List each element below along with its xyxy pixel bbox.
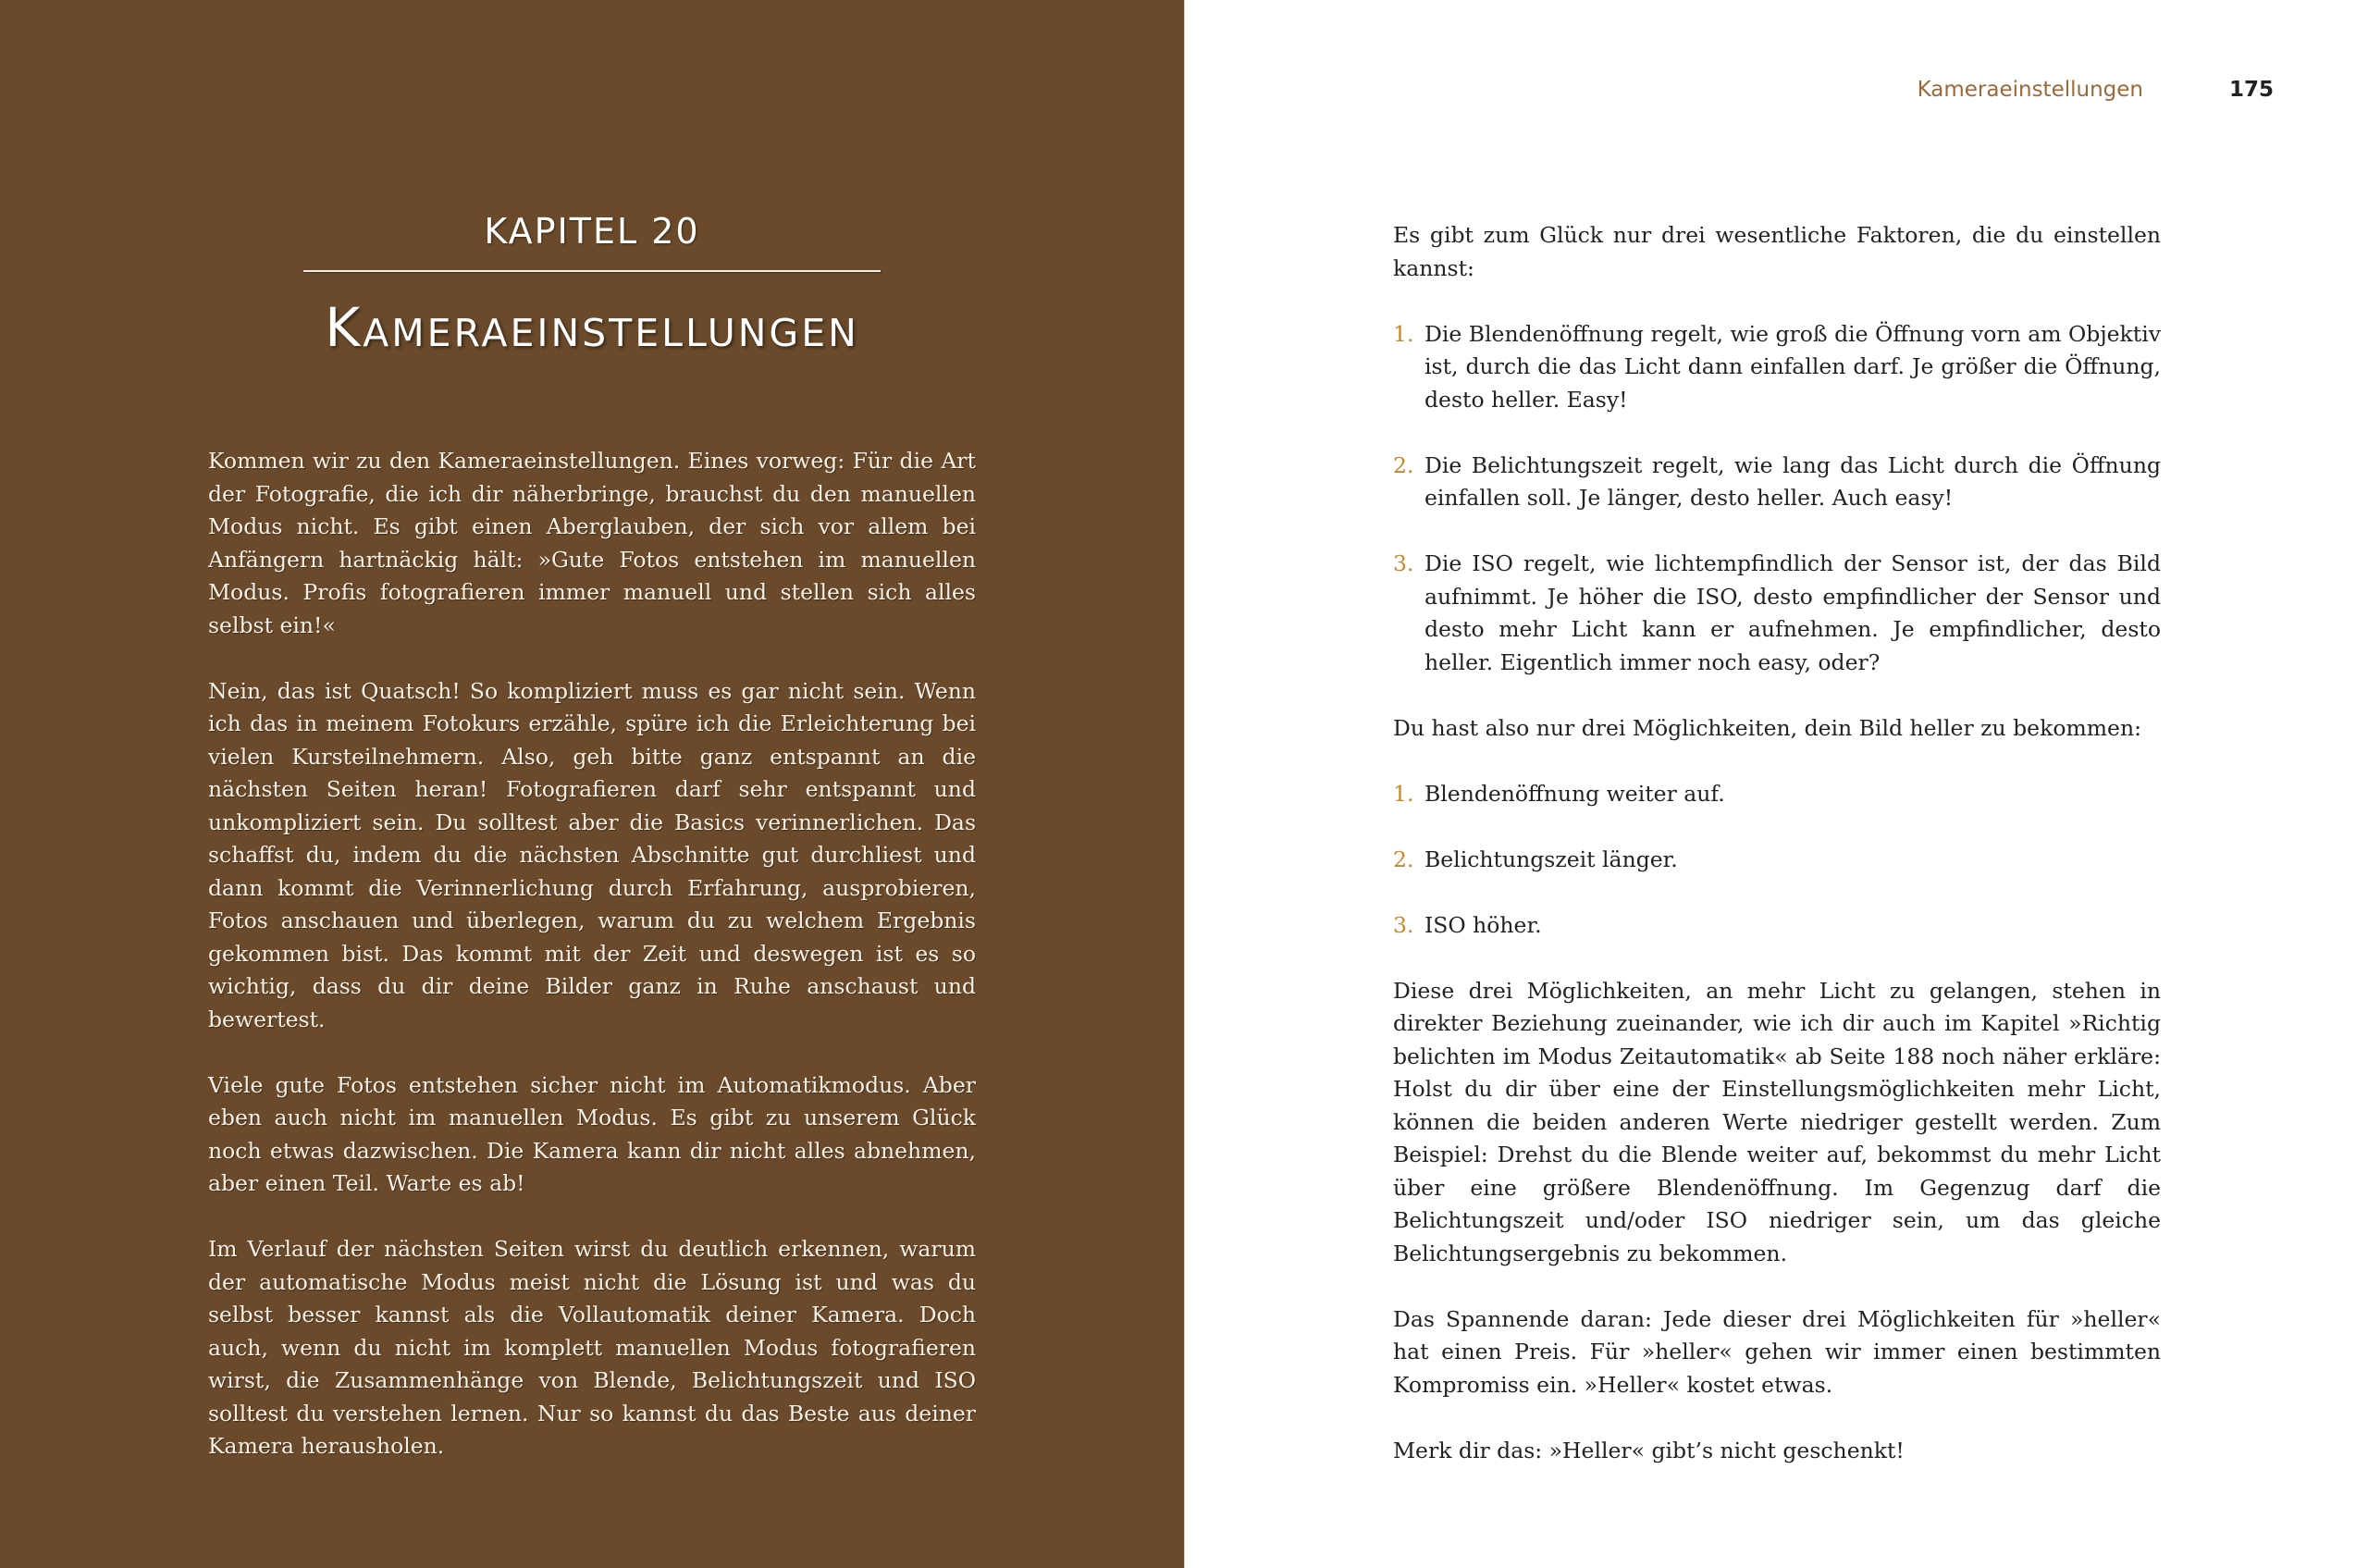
factors-list [1393,318,2161,680]
chapter-divider [303,270,881,272]
running-title: Kameraeinstellungen [1917,78,2143,102]
left-paragraph: Viele gute Fotos entstehen sicher nicht im Automatikmodus. Aber eben auch nicht im manuellen Modus. Es gibt zu unserem Glück noch etwas dazwischen. Die Kamera kann dir nicht alles abnehmen, aber einen Teil. Warte es ab! [208,1071,976,1196]
list-item [1393,909,2161,943]
list-item [1393,778,2161,811]
list-item-text: Die ISO regelt, wie lichtempfindlich der Sensor ist, der das Bild aufnimmt. Je höher die ISO, desto empfindlicher der Sensor und desto mehr Licht kann er aufnehmen. Je empfindlicher, desto heller. Eigentlich immer noch easy, oder? [1424,550,2161,675]
chapter-header [278,205,906,364]
options-intro: Du hast also nur drei Möglichkeiten, dein Bild heller zu bekommen: [1393,714,2142,741]
list-item-text: Die Belichtungszeit regelt, wie lang das Licht durch die Öffnung einfallen soll. Je länger, desto heller. Auch easy! [1424,451,2161,511]
list-item-text: ISO höher. [1424,911,1542,938]
list-number: 1. [1393,320,1414,347]
right-page-body [1393,219,2161,1500]
left-paragraph: Kommen wir zu den Kameraeinstellungen. Eines vorweg: Für die Art der Fotografie, die ich dir näherbringe, brauchst du den manuellen Modus nicht. Es gibt einen Aberglauben, der sich vor allem bei Anfängern hartnäckig hält: »Gute Fotos entstehen im manuellen Modus. Profis fotografieren immer manuell und stellen sich alles selbst ein!« [208,448,976,638]
list-item [1393,318,2161,417]
list-item-text: Belichtungszeit länger. [1424,846,1678,872]
list-number: 3. [1393,911,1414,938]
left-paragraph: Im Verlauf der nächsten Seiten wirst du deutlich erkennen, warum der automatische Modus meist nicht die Lösung ist und was du selbst besser kannst als die Vollautomatik deiner Kamera. Doch auch, wenn du nicht im komplett manuellen Modus fotografieren wirst, die Zusammenhänge von Blende, Belichtungszeit und ISO solltest du verstehen lernen. Nur so kannst du das Beste aus deiner Kamera herausholen. [208,1236,976,1459]
list-number: 2. [1393,451,1414,478]
list-item [1393,844,2161,877]
list-number: 2. [1393,846,1414,872]
list-number: 1. [1393,780,1414,807]
left-paragraph: Nein, das ist Quatsch! So kompliziert muss es gar nicht sein. Wenn ich das in meinem Fotokurs erzähle, spüre ich die Erleichterung bei vielen Kursteilnehmern. Also, geh bitte ganz entspannt an die nächsten Seiten heran! Fotografieren darf sehr entspannt und unkompliziert sein. Du solltest aber die Basics verinnerlichen. Das schaffst du, indem du die nächsten Abschnitte gut durchliest und dann kommt die Verinnerlichung durch Erfahrung, ausprobieren, Fotos anschauen und überlegen, warum du zu welchem Ergebnis gekommen bist. Das kommt mit der Zeit und deswegen ist es so wichtig, dass du dir deine Bilder ganz in Ruhe anschaust und bewertest. [208,677,976,1032]
list-item-text: Die Blendenöffnung regelt, wie groß die Öffnung vorn am Objektiv ist, durch die das Licht dann einfallen darf. Je größer die Öffnung, desto heller. Easy! [1424,320,2161,413]
price-paragraph: Das Spannende daran: Jede dieser drei Möglichkeiten für »heller« hat einen Preis. Für »heller« gehen wir immer einen bestimmten Kompromiss ein. »Heller« kostet etwas. [1393,1305,2161,1398]
left-page-body [208,445,976,1496]
chapter-title: Kameraeinstellungen [325,296,859,359]
chapter-label: KAPITEL 20 [484,211,700,252]
list-number: 3. [1393,550,1414,576]
closing-paragraph: Merk dir das: »Heller« gibt’s nicht geschenkt! [1393,1437,1905,1463]
relation-paragraph: Diese drei Möglichkeiten, an mehr Licht zu gelangen, stehen in direkter Beziehung zueinander, wie ich dir auch im Kapitel »Richtig belichten im Modus Zeitautomatik« ab Seite 188 noch näher erkläre: Holst du dir über eine der Einstellungsmöglichkeiten mehr Licht, können die beiden anderen Werte niedriger gestellt werden. Zum Beispiel: Drehst du die Blende weiter auf, bekommst du mehr Licht über eine größere Blendenöffnung. Im Gegenzug darf die Belichtungszeit und/oder ISO niedriger sein, um das gleiche Belichtungsergebnis zu bekommen. [1393,977,2161,1266]
list-item [1393,548,2161,679]
list-item-text: Blendenöffnung weiter auf. [1424,780,1725,807]
factors-intro: Es gibt zum Glück nur drei wesentliche Faktoren, die du einstellen kannst: [1393,222,2161,281]
page-number: 175 [2228,78,2274,102]
list-item [1393,450,2161,515]
right-page [1184,0,2368,1568]
running-head [1185,78,2368,115]
options-list [1393,778,2161,943]
